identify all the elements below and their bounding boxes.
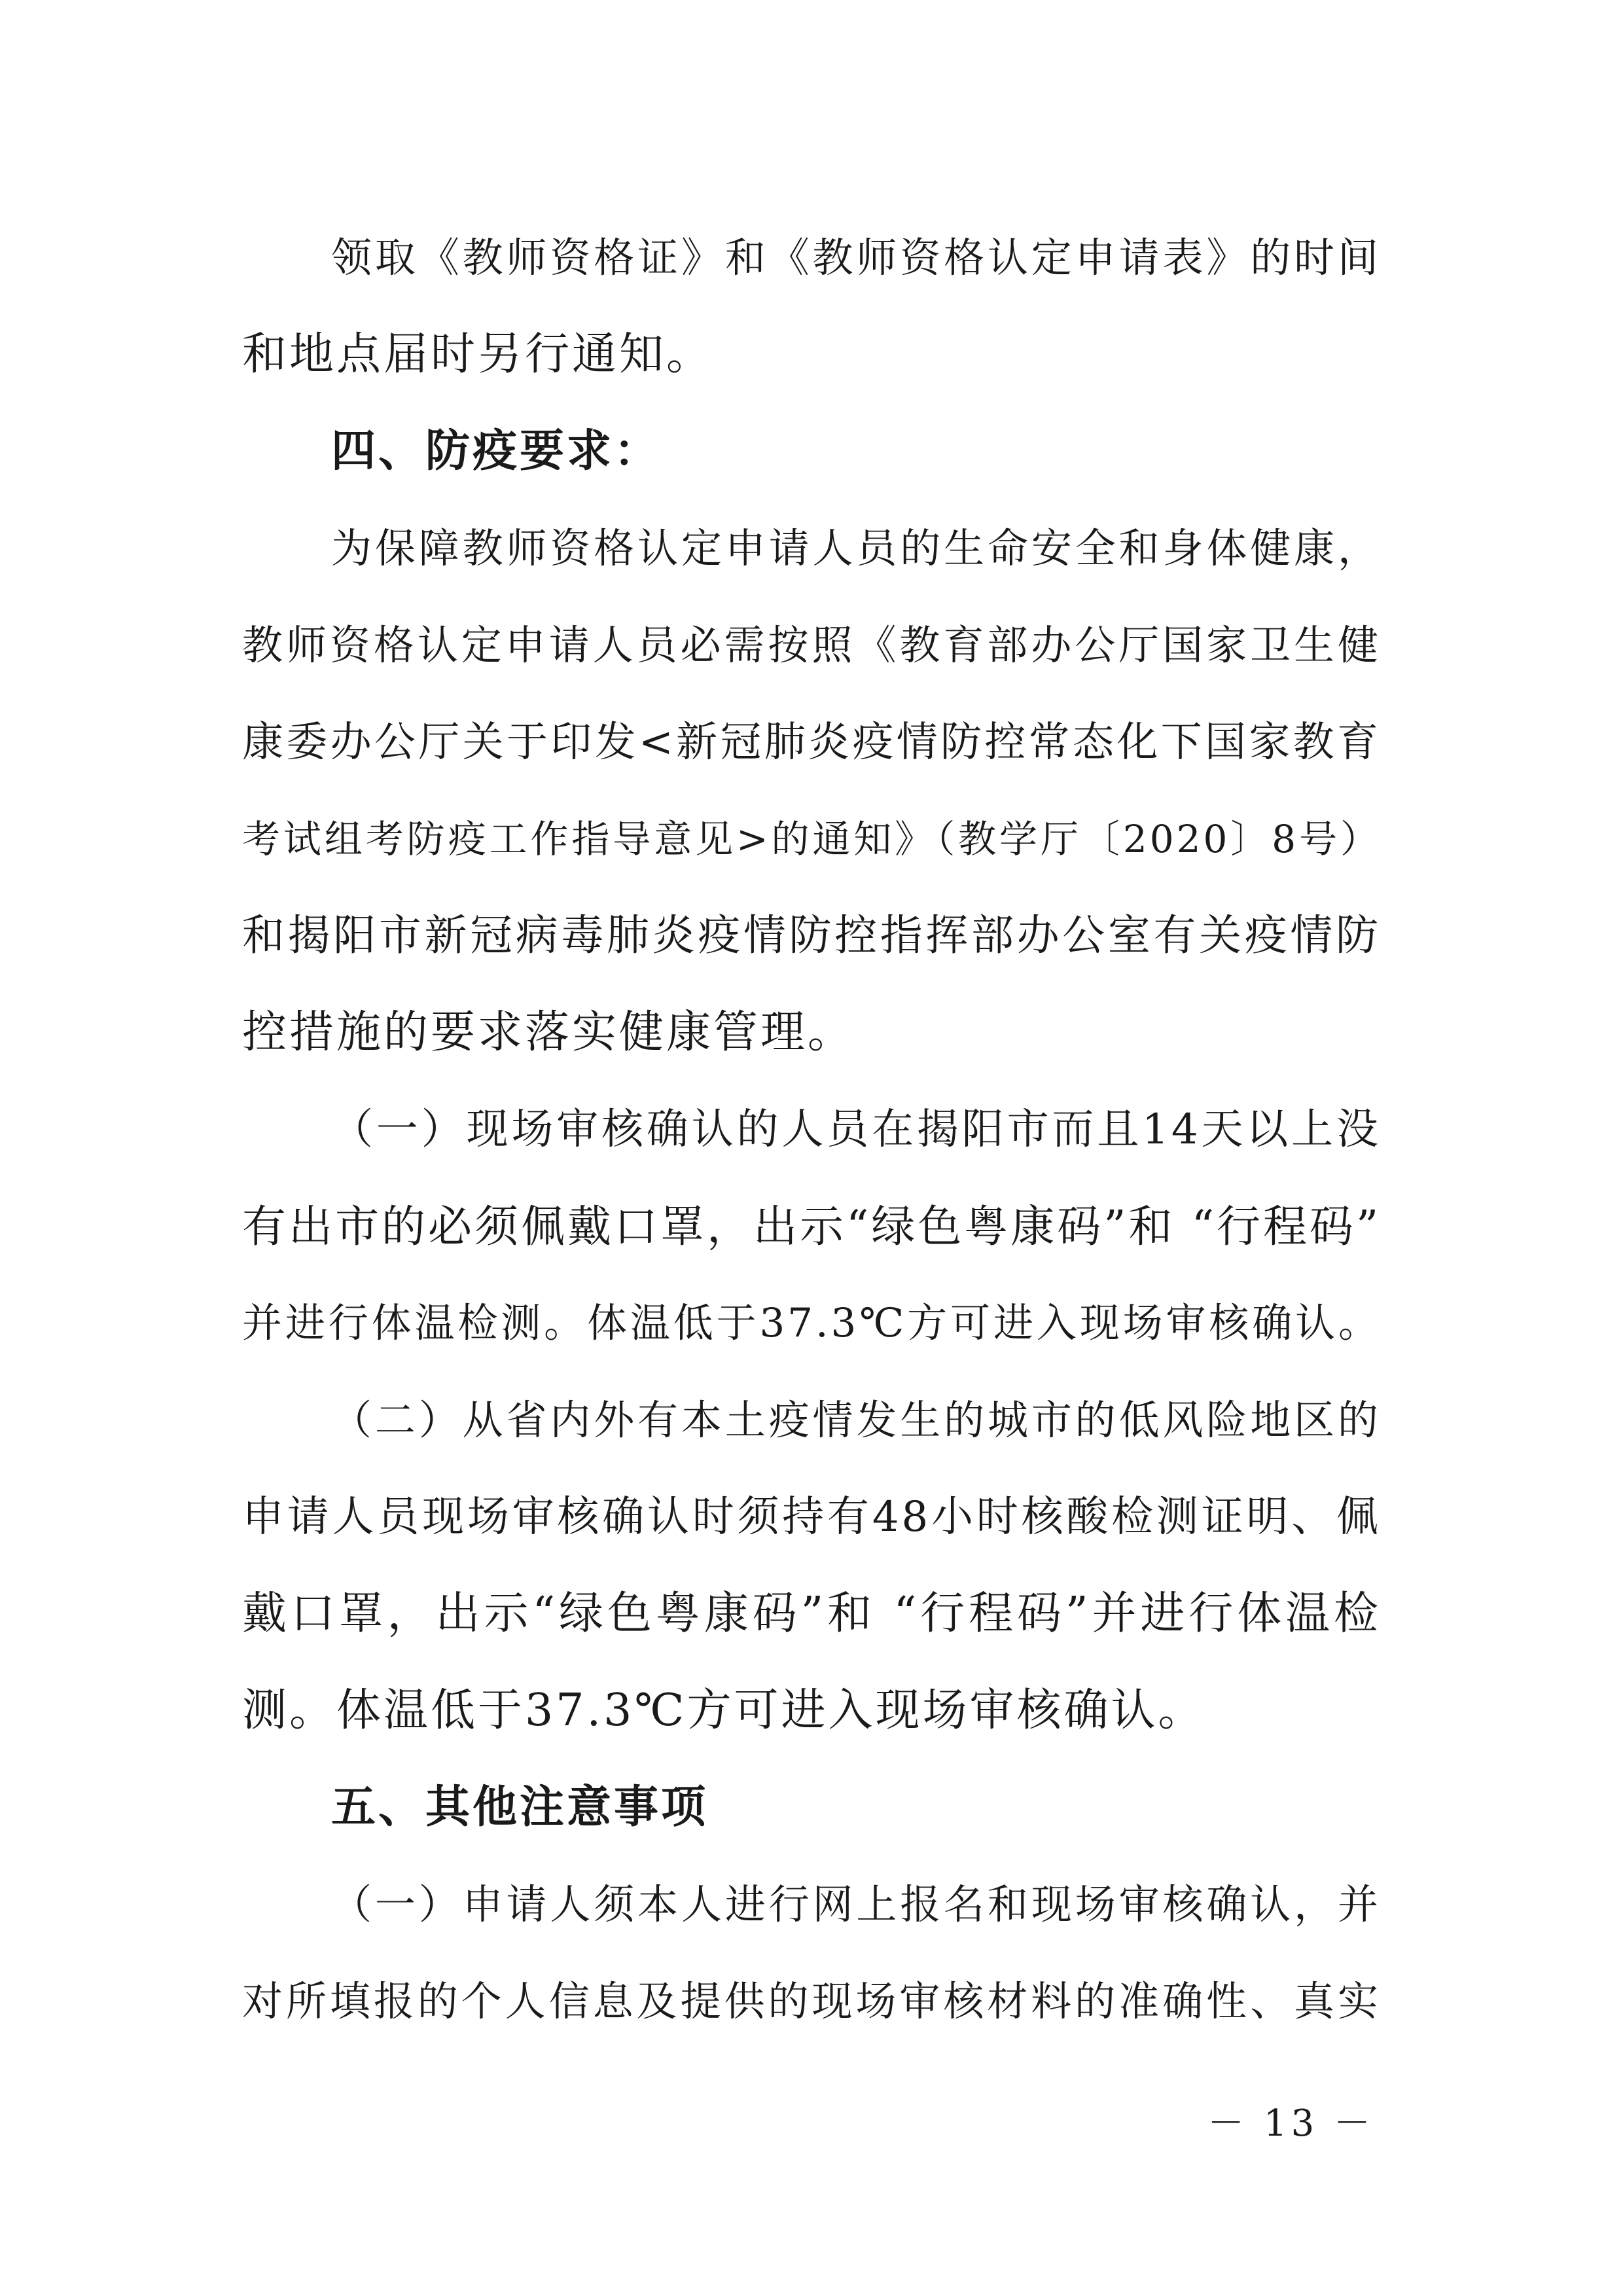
paragraph-line: 戴口罩，出示“绿色粤康码”和 “行程码”并进行体温检 [242, 1588, 1381, 1640]
paragraph-line: 申请人员现场审核确认时须持有48小时核酸检测证明、佩 [242, 1493, 1381, 1541]
body-text [242, 209, 1381, 2050]
paragraph-line: 康委办公厅关于印发<新冠肺炎疫情防控常态化下国家教育 [242, 718, 1381, 766]
paragraph-line: 教师资格认定申请人员必需按照《教育部办公厅国家卫生健 [242, 621, 1381, 669]
page-number: － 13 － [1207, 2102, 1374, 2145]
section-heading-4: 四、防疫要求： [331, 425, 662, 477]
paragraph-line: 领取《教师资格证》和《教师资格认定申请表》的时间 [331, 234, 1381, 281]
paragraph-line: （二）从省内外有本土疫情发生的城市的低风险地区的 [331, 1396, 1381, 1444]
paragraph-line: （一）申请人须本人进行网上报名和现场审核确认，并 [331, 1880, 1381, 1928]
paragraph-line: 和地点届时另行通知。 [242, 329, 714, 380]
paragraph-line: 测。体温低于37.3℃方可进入现场审核确认。 [242, 1685, 1205, 1736]
paragraph-line: 为保障教师资格认定申请人员的生命安全和身体健康， [331, 524, 1381, 572]
paragraph-line: 和揭阳市新冠病毒肺炎疫情防控指挥部办公室有关疫情防 [242, 911, 1381, 960]
section-heading-5: 五、其他注意事项 [331, 1782, 709, 1833]
paragraph-line: 有出市的必须佩戴口罩，出示“绿色粤康码”和 “行程码” [242, 1201, 1382, 1252]
paragraph-line: 考试组考防疫工作指导意见>的通知》（教学厅〔2020〕8号） [242, 817, 1381, 861]
paragraph-line: 并进行体温检测。体温低于37.3℃方可进入现场审核确认。 [242, 1300, 1381, 1346]
paragraph-line: 控措施的要求落实健康管理。 [242, 1007, 855, 1058]
paragraph-line: 对所填报的个人信息及提供的现场审核材料的准确性、真实 [242, 1977, 1381, 2025]
paragraph-line: （一）现场审核确认的人员在揭阳市而且14天以上没 [331, 1105, 1381, 1154]
